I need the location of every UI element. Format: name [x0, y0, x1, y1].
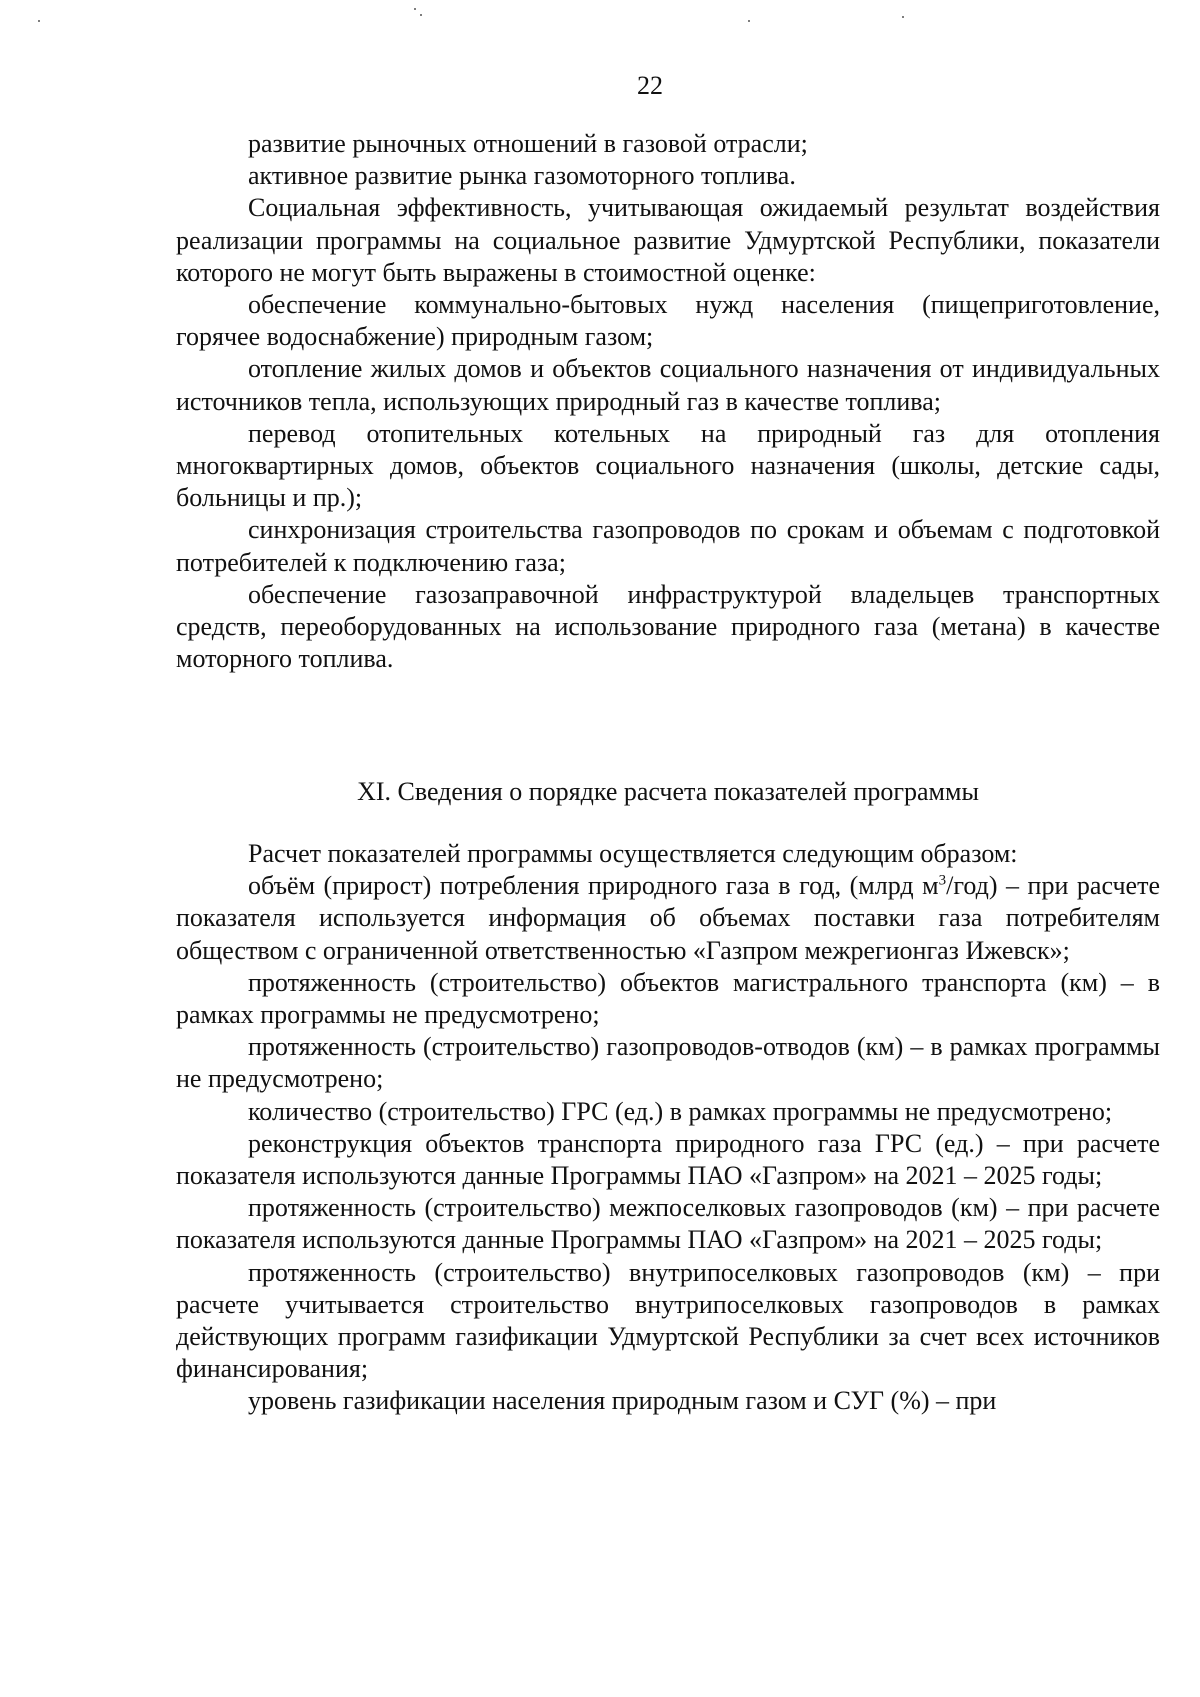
indicator-paragraph: количество (строительство) ГРС (ед.) в рамках программы не предусмотрено;: [248, 1096, 1113, 1126]
indicator-paragraph: протяженность (строительство) объектов магистрального транспорта (км) – в рамках программы не предусмотрено;: [176, 967, 1160, 1030]
indicator-paragraph: протяженность (строительство) газопроводов-отводов (км) – в рамках программы не предусмотрено;: [176, 1032, 1160, 1094]
scan-speck: [414, 8, 416, 10]
paragraph: Социальная эффективность, учитывающая ожидаемый результат воздействия реализации программы на социальное развитие Удмуртской Республики, показатели которого не могут быть выражены в стоимостной оценке:: [176, 193, 1160, 287]
indicator-paragraph: уровень газификации населения природным газом и СУГ (%) – при: [248, 1386, 997, 1416]
scan-speck: [748, 20, 750, 22]
paragraph: синхронизация строительства газопроводов по срокам и объемам с подготовкой потребителей к подключению газа;: [176, 515, 1160, 577]
page-number: 22: [637, 71, 663, 100]
volume-text-start: объём (прирост) потребления природного газа в год, (млрд м: [248, 871, 939, 901]
scan-speck: [420, 14, 422, 16]
indicator-paragraph: реконструкция объектов транспорта природного газа ГРС (ед.) – при расчете показателя используются данные Программы ПАО «Газпром» на 2021 – 2025 годы;: [176, 1128, 1160, 1191]
indicator-calculation-block: [176, 838, 1160, 1418]
indicator-paragraph: протяженность (строительство) внутрипоселковых газопроводов (км) – при расчете учитывается строительство внутрипоселковых газопроводов в рамках действующих программ газификации Удмуртской Республики за счет всех источников финансирования;: [176, 1257, 1160, 1384]
intro-paragraph: Расчет показателей программы осуществляется следующим образом:: [248, 839, 1018, 868]
cubic-superscript: 3: [938, 872, 947, 889]
volume-text-end: /год) – при расчете показателя используется информация об объемах поставки газа потребителям обществом с ограниченной ответственностью «Газпром межрегионгаз Ижевск»;: [176, 871, 1160, 965]
paragraph: развитие рыночных отношений в газовой отрасли;: [248, 129, 808, 158]
indicator-paragraph: протяженность (строительство) межпоселковых газопроводов (км) – при расчете показателя используются данные Программы ПАО «Газпром» на 2021 – 2025 годы;: [176, 1193, 1160, 1255]
paragraph: отопление жилых домов и объектов социального назначения от индивидуальных источников тепла, использующих природный газ в качестве топлива;: [176, 354, 1160, 416]
paragraph: перевод отопительных котельных на природный газ для отопления многоквартирных домов, объектов социального назначения (школы, детские сады, больницы и пр.);: [176, 418, 1160, 513]
section-heading: XI. Сведения о порядке расчета показателей программы: [357, 777, 979, 806]
paragraph: активное развитие рынка газомоторного топлива.: [248, 161, 796, 191]
volume-indicator-paragraph: [176, 870, 1160, 967]
paragraph: обеспечение коммунально-бытовых нужд населения (пищеприготовление, горячее водоснабжение) природным газом;: [176, 290, 1160, 352]
paragraph: обеспечение газозаправочной инфраструктурой владельцев транспортных средств, переоборудованных на использование природного газа (метана) в качестве моторного топлива.: [176, 579, 1160, 674]
social-effectiveness-block: [176, 128, 1160, 675]
scan-speck: [38, 20, 40, 22]
scan-speck: [902, 16, 904, 18]
